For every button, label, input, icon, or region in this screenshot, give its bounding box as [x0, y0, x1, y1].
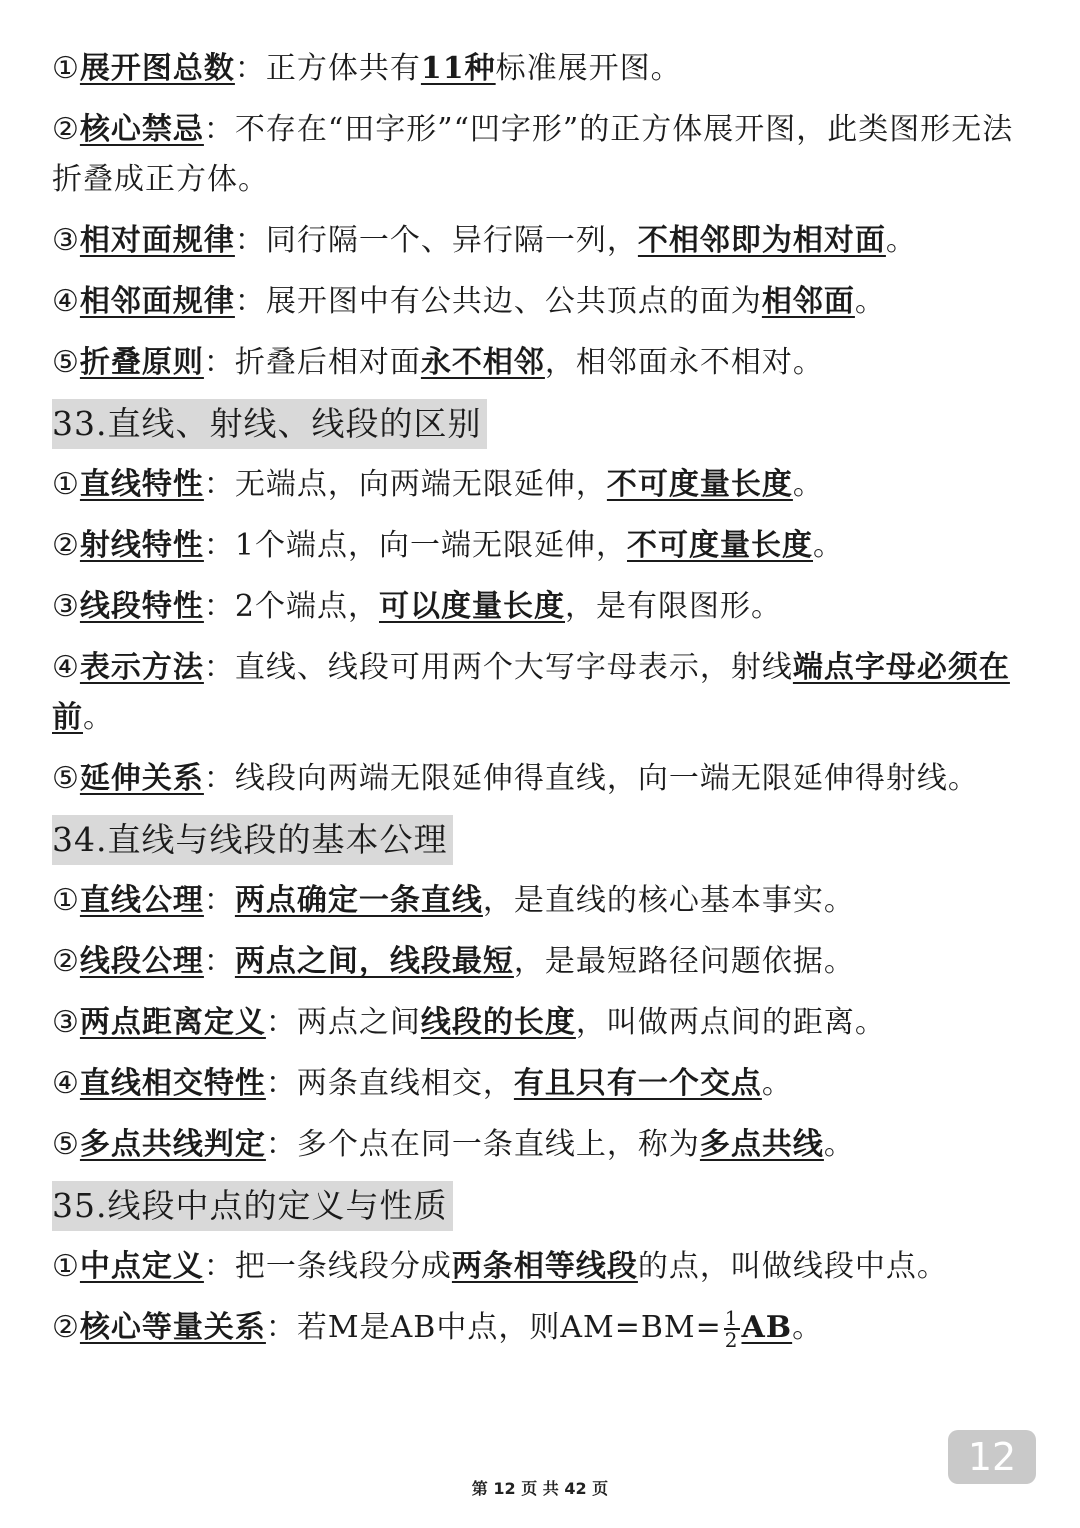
- key-term: 相邻面规律: [79, 284, 235, 319]
- highlight: AB: [741, 1310, 793, 1345]
- highlight: 不相邻即为相对面: [637, 223, 886, 258]
- key-term: 射线特性: [79, 528, 204, 563]
- highlight: 两条相等线段: [451, 1249, 638, 1284]
- list-item: ③相对面规律：同行隔一个、异行隔一列，不相邻即为相对面。: [52, 223, 917, 258]
- key-term: 延伸关系: [79, 761, 204, 796]
- list-item: ②核心等量关系：若M是AB中点，则AM=BM= $\frac{1}{2}$ AB。: [52, 1306, 824, 1352]
- list-item: ④直线相交特性：两条直线相交，有且只有一个交点。: [52, 1066, 793, 1101]
- section-heading: 33.直线、射线、线段的区别: [52, 399, 487, 449]
- page-number-badge: 12: [948, 1430, 1036, 1484]
- section-heading: 34.直线与线段的基本公理: [52, 815, 453, 865]
- list-item: ③两点距离定义：两点之间线段的长度，叫做两点间的距离。: [52, 1005, 886, 1040]
- key-term: 展开图总数: [79, 51, 235, 86]
- highlight: 两点之间，线段最短: [234, 944, 514, 979]
- fraction-denominator: 2: [724, 1328, 739, 1352]
- highlight: 不可度量长度: [627, 528, 813, 563]
- list-item: ①中点定义：把一条线段分成两条相等线段的点，叫做线段中点。: [52, 1249, 948, 1284]
- section-34-axioms: [52, 815, 1032, 1170]
- list-item: ④相邻面规律：展开图中有公共边、公共顶点的面为相邻面。: [52, 284, 886, 319]
- document-page: [52, 44, 1032, 1364]
- list-item: ②线段公理：两点之间，线段最短，是最短路径问题依据。: [52, 944, 855, 979]
- fraction-numerator: 1: [724, 1306, 739, 1330]
- list-item: ①展开图总数：正方体共有11种标准展开图。: [52, 51, 682, 86]
- list-item: ③线段特性：2个端点，可以度量长度，是有限图形。: [52, 589, 782, 624]
- key-term: 直线特性: [79, 467, 204, 502]
- highlight: 多点共线: [699, 1127, 824, 1162]
- highlight: 两点确定一条直线: [234, 883, 483, 918]
- page-footer: 第 12 页 共 42 页: [471, 1479, 609, 1498]
- section-33-lines-rays-segments: [52, 399, 1032, 804]
- highlight: 永不相邻: [420, 345, 545, 380]
- highlight: 端点字母必须在前: [52, 650, 1010, 735]
- key-term: 两点距离定义: [79, 1005, 266, 1040]
- highlight: 有且只有一个交点: [513, 1066, 762, 1101]
- key-term: 相对面规律: [79, 223, 235, 258]
- list-item: ②核心禁忌：不存在“田字形”“凹字形”的正方体展开图，此类图形无法折叠成正方体。: [52, 112, 1014, 197]
- highlight: 11种: [420, 51, 496, 86]
- key-term: 直线相交特性: [79, 1066, 266, 1101]
- key-term: 直线公理: [79, 883, 204, 918]
- fraction-one-half: [724, 1308, 740, 1350]
- key-term: 核心等量关系: [79, 1310, 266, 1345]
- key-term: 核心禁忌: [79, 112, 204, 147]
- highlight: 相邻面: [761, 284, 855, 319]
- highlight: 不可度量长度: [606, 467, 793, 502]
- list-item: ⑤折叠原则：折叠后相对面永不相邻，相邻面永不相对。: [52, 345, 824, 380]
- section-35-midpoint: [52, 1181, 1032, 1353]
- list-item: ②射线特性：1个端点，向一端无限延伸，不可度量长度。: [52, 528, 844, 563]
- key-term: 折叠原则: [79, 345, 204, 380]
- list-item: ⑤延伸关系：线段向两端无限延伸得直线，向一端无限延伸得射线。: [52, 761, 979, 796]
- key-term: 多点共线判定: [79, 1127, 266, 1162]
- key-term: 中点定义: [79, 1249, 204, 1284]
- section-heading: 35.线段中点的定义与性质: [52, 1181, 453, 1231]
- highlight: 可以度量长度: [379, 589, 565, 624]
- list-item: ①直线公理：两点确定一条直线，是直线的核心基本事实。: [52, 883, 855, 918]
- section-32-cube-nets: [52, 44, 1032, 388]
- key-term: 表示方法: [79, 650, 204, 685]
- list-item: ④表示方法：直线、线段可用两个大写字母表示，射线端点字母必须在前。: [52, 650, 1010, 735]
- highlight: 线段的长度: [420, 1005, 576, 1040]
- key-term: 线段公理: [79, 944, 204, 979]
- list-item: ⑤多点共线判定：多个点在同一条直线上，称为多点共线。: [52, 1127, 855, 1162]
- list-item: ①直线特性：无端点，向两端无限延伸，不可度量长度。: [52, 467, 824, 502]
- key-term: 线段特性: [79, 589, 204, 624]
